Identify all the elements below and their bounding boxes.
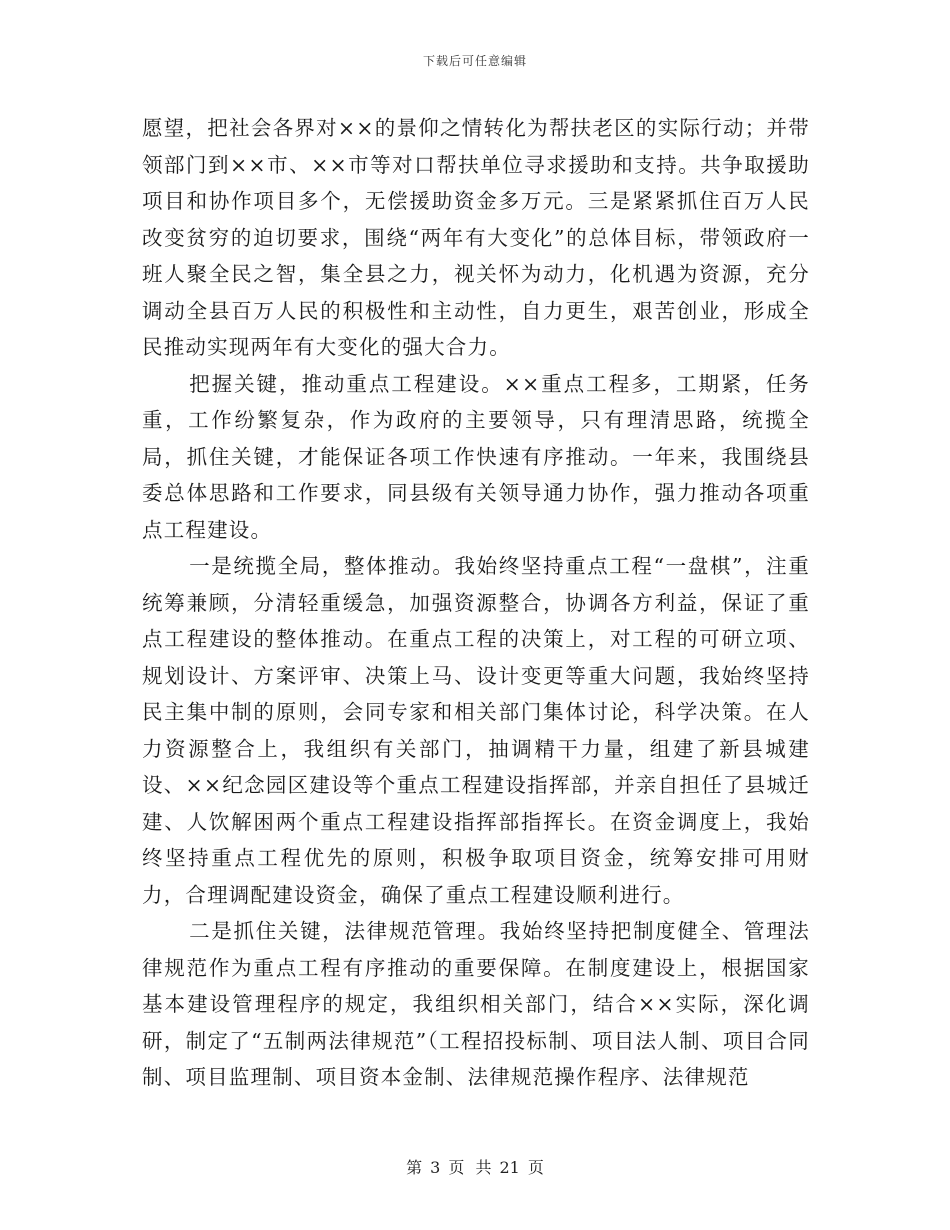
total-page-count: 21 xyxy=(499,1158,520,1177)
paragraph: 二是抓住关键，法律规范管理。我始终坚持把制度健全、管理法律规范作为重点工程有序推动的重要保障。在制度建设上，根据国家基本建设管理程序的规定，我组织相关部门，结合××实际，深化调研，制定了“五制两法律规范”（工程招投标制、项目法人制、项目合同制、项目监理制、项目资本金制、法律规范操作程序、法律规范 xyxy=(142,919,810,1089)
page-header-note: 下载后可任意编辑 xyxy=(422,54,527,68)
footer-middle: 页 共 xyxy=(448,1158,492,1177)
footer-suffix: 页 xyxy=(527,1158,544,1177)
paragraph: 一是统揽全局，整体推动。我始终坚持重点工程“一盘棋”，注重统筹兼顾，分清轻重缓急，加强资源整合，协调各方利益，保证了重点工程建设的整体推动。在重点工程的决策上，对工程的可研立项、规划设计、方案评审、决策上马、设计变更等重大问题，我始终坚持民主集中制的原则，会同专家和相关部门集体讨论，科学决策。在人力资源整合上，我组织有关部门，抽调精干力量，组建了新县城建设、××纪念园区建设等个重点工程建设指挥部，并亲自担任了县城迁建、人饮解困两个重点工程建设指挥部指挥长。在资金调度上，我始终坚持重点工程优先的原则，积极争取项目资金，统筹安排可用财力，合理调配建设资金，确保了重点工程建设顺利进行。 xyxy=(142,554,810,907)
current-page-number: 3 xyxy=(430,1158,441,1177)
paragraph: 把握关键，推动重点工程建设。××重点工程多，工期紧，任务重，工作纷繁复杂，作为政府的主要领导，只有理清思路，统揽全局，抓住关键，才能保证各项工作快速有序推动。一年来，我围绕县委总体思路和工作要求，同县级有关领导通力协作，强力推动各项重点工程建设。 xyxy=(142,371,810,542)
document-body xyxy=(142,110,810,1096)
footer-prefix: 第 xyxy=(406,1158,423,1177)
page-footer xyxy=(0,1155,950,1178)
paragraph-continued: 愿望，把社会各界对××的景仰之情转化为帮扶老区的实际行动；并带领部门到××市、××市等对口帮扶单位寻求援助和支持。共争取援助项目和协作项目多个，无偿援助资金多万元。三是紧紧抓住百万人民改变贫穷的迫切要求，围绕“两年有大变化”的总体目标，带领政府一班人聚全民之智，集全县之力，视关怀为动力，化机遇为资源，充分调动全县百万人民的积极性和主动性，自力更生，艰苦创业，形成全民推动实现两年有大变化的强大合力。 xyxy=(142,116,810,359)
